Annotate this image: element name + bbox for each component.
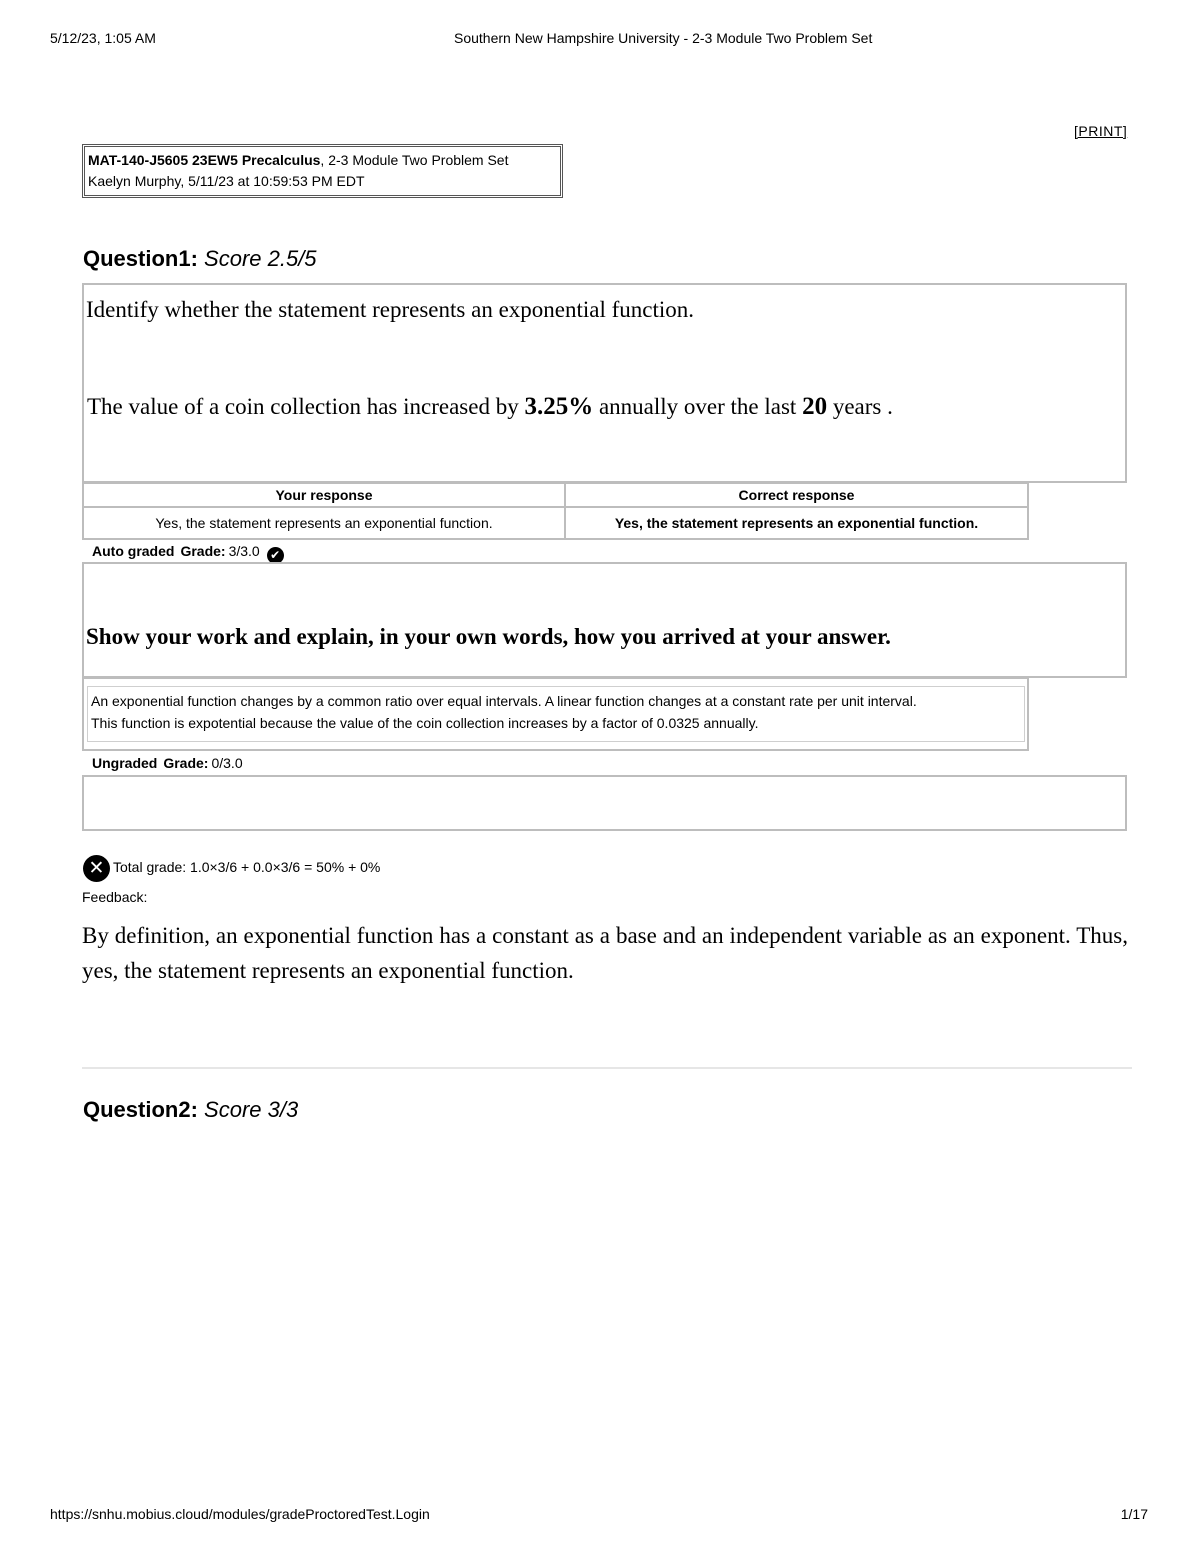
print-page-number: 1/17: [1120, 1506, 1148, 1522]
print-footer-url: https://snhu.mobius.cloud/modules/gradeProctoredTest.Login: [50, 1506, 430, 1522]
question2-colon: :: [190, 1097, 198, 1122]
grade-value: 3/3.0: [228, 543, 260, 559]
question1-prompt-statement: [87, 393, 893, 421]
x-circle-icon: ✕: [83, 855, 110, 882]
question1-prompt-line1: Identify whether the statement represents an exponential function.: [86, 297, 695, 322]
student-line: Kaelyn Murphy, 5/11/23 at 10:59:53 PM EDT: [88, 173, 365, 189]
prompt-value-a: 3.25%: [524, 393, 594, 420]
response-table-header-row: [83, 483, 1028, 507]
feedback-label: Feedback:: [82, 889, 148, 905]
your-response-header: Your response: [83, 483, 565, 507]
total-grade-line: [83, 855, 380, 882]
question2-label: Question2: [83, 1097, 191, 1122]
question2-score: Score 3/3: [204, 1097, 299, 1122]
prompt-part-b: annually over the last: [593, 394, 803, 419]
question1-score: Score 2.5/5: [204, 246, 317, 271]
work-prompt-text: Show your work and explain, in your own words, how you arrived at your answer.: [86, 624, 891, 649]
grade-label: Grade:: [163, 755, 209, 771]
question1-colon: :: [190, 246, 198, 271]
grade-value: 0/3.0: [211, 755, 243, 771]
correct-response-header: Correct response: [565, 483, 1028, 507]
course-info-box: [82, 144, 563, 198]
question2-title: [83, 1097, 298, 1123]
your-response-cell: Yes, the statement represents an exponential function.: [83, 507, 565, 539]
answer-line-2: This function is expotential because the value of the coin collection increases by a factor of 0.0325 annually.: [91, 715, 759, 731]
grade-label: Grade:: [180, 543, 226, 559]
correct-response-cell: Yes, the statement represents an exponential function.: [565, 507, 1028, 539]
empty-panel: [82, 775, 1127, 831]
course-name: MAT-140-J5605 23EW5 Precalculus: [88, 152, 321, 168]
response-table-row: [83, 507, 1028, 539]
question-divider: [82, 1067, 1132, 1069]
question1-title: [83, 246, 317, 272]
response-table: [82, 482, 1029, 540]
grade-type-ungraded: Ungraded: [92, 755, 158, 771]
print-link[interactable]: [PRINT]: [1074, 123, 1128, 139]
prompt-part-a: The value of a coin collection has increased by: [87, 394, 525, 419]
student-answer-panel: [82, 677, 1029, 751]
prompt-part-c: years .: [827, 394, 893, 419]
question1-prompt-panel: [82, 283, 1127, 483]
auto-grade-line: [92, 543, 284, 564]
check-circle-icon: ✔: [267, 547, 284, 564]
print-date: 5/12/23, 1:05 AM: [50, 30, 156, 46]
grade-type-auto: Auto graded: [92, 543, 175, 559]
answer-line-1: An exponential function changes by a common ratio over equal intervals. A linear function changes at a constant rate per unit interval.: [91, 693, 917, 709]
ungraded-grade-line: [92, 755, 243, 771]
feedback-text: By definition, an exponential function has a constant as a base and an independent variable as an exponent. Thus, yes, the statement represents an exponential function.: [82, 923, 1128, 983]
total-grade-text: Total grade: 1.0×3/6 + 0.0×3/6 = 50% + 0%: [113, 859, 381, 875]
print-header-title: Southern New Hampshire University - 2-3 Module Two Problem Set: [454, 30, 873, 46]
prompt-value-b: 20: [802, 393, 828, 420]
assignment-name: , 2-3 Module Two Problem Set: [320, 152, 509, 168]
question1-label: Question1: [83, 246, 191, 271]
work-prompt-panel: [82, 562, 1127, 678]
course-line: [88, 150, 558, 171]
student-answer-text: [87, 686, 1025, 742]
